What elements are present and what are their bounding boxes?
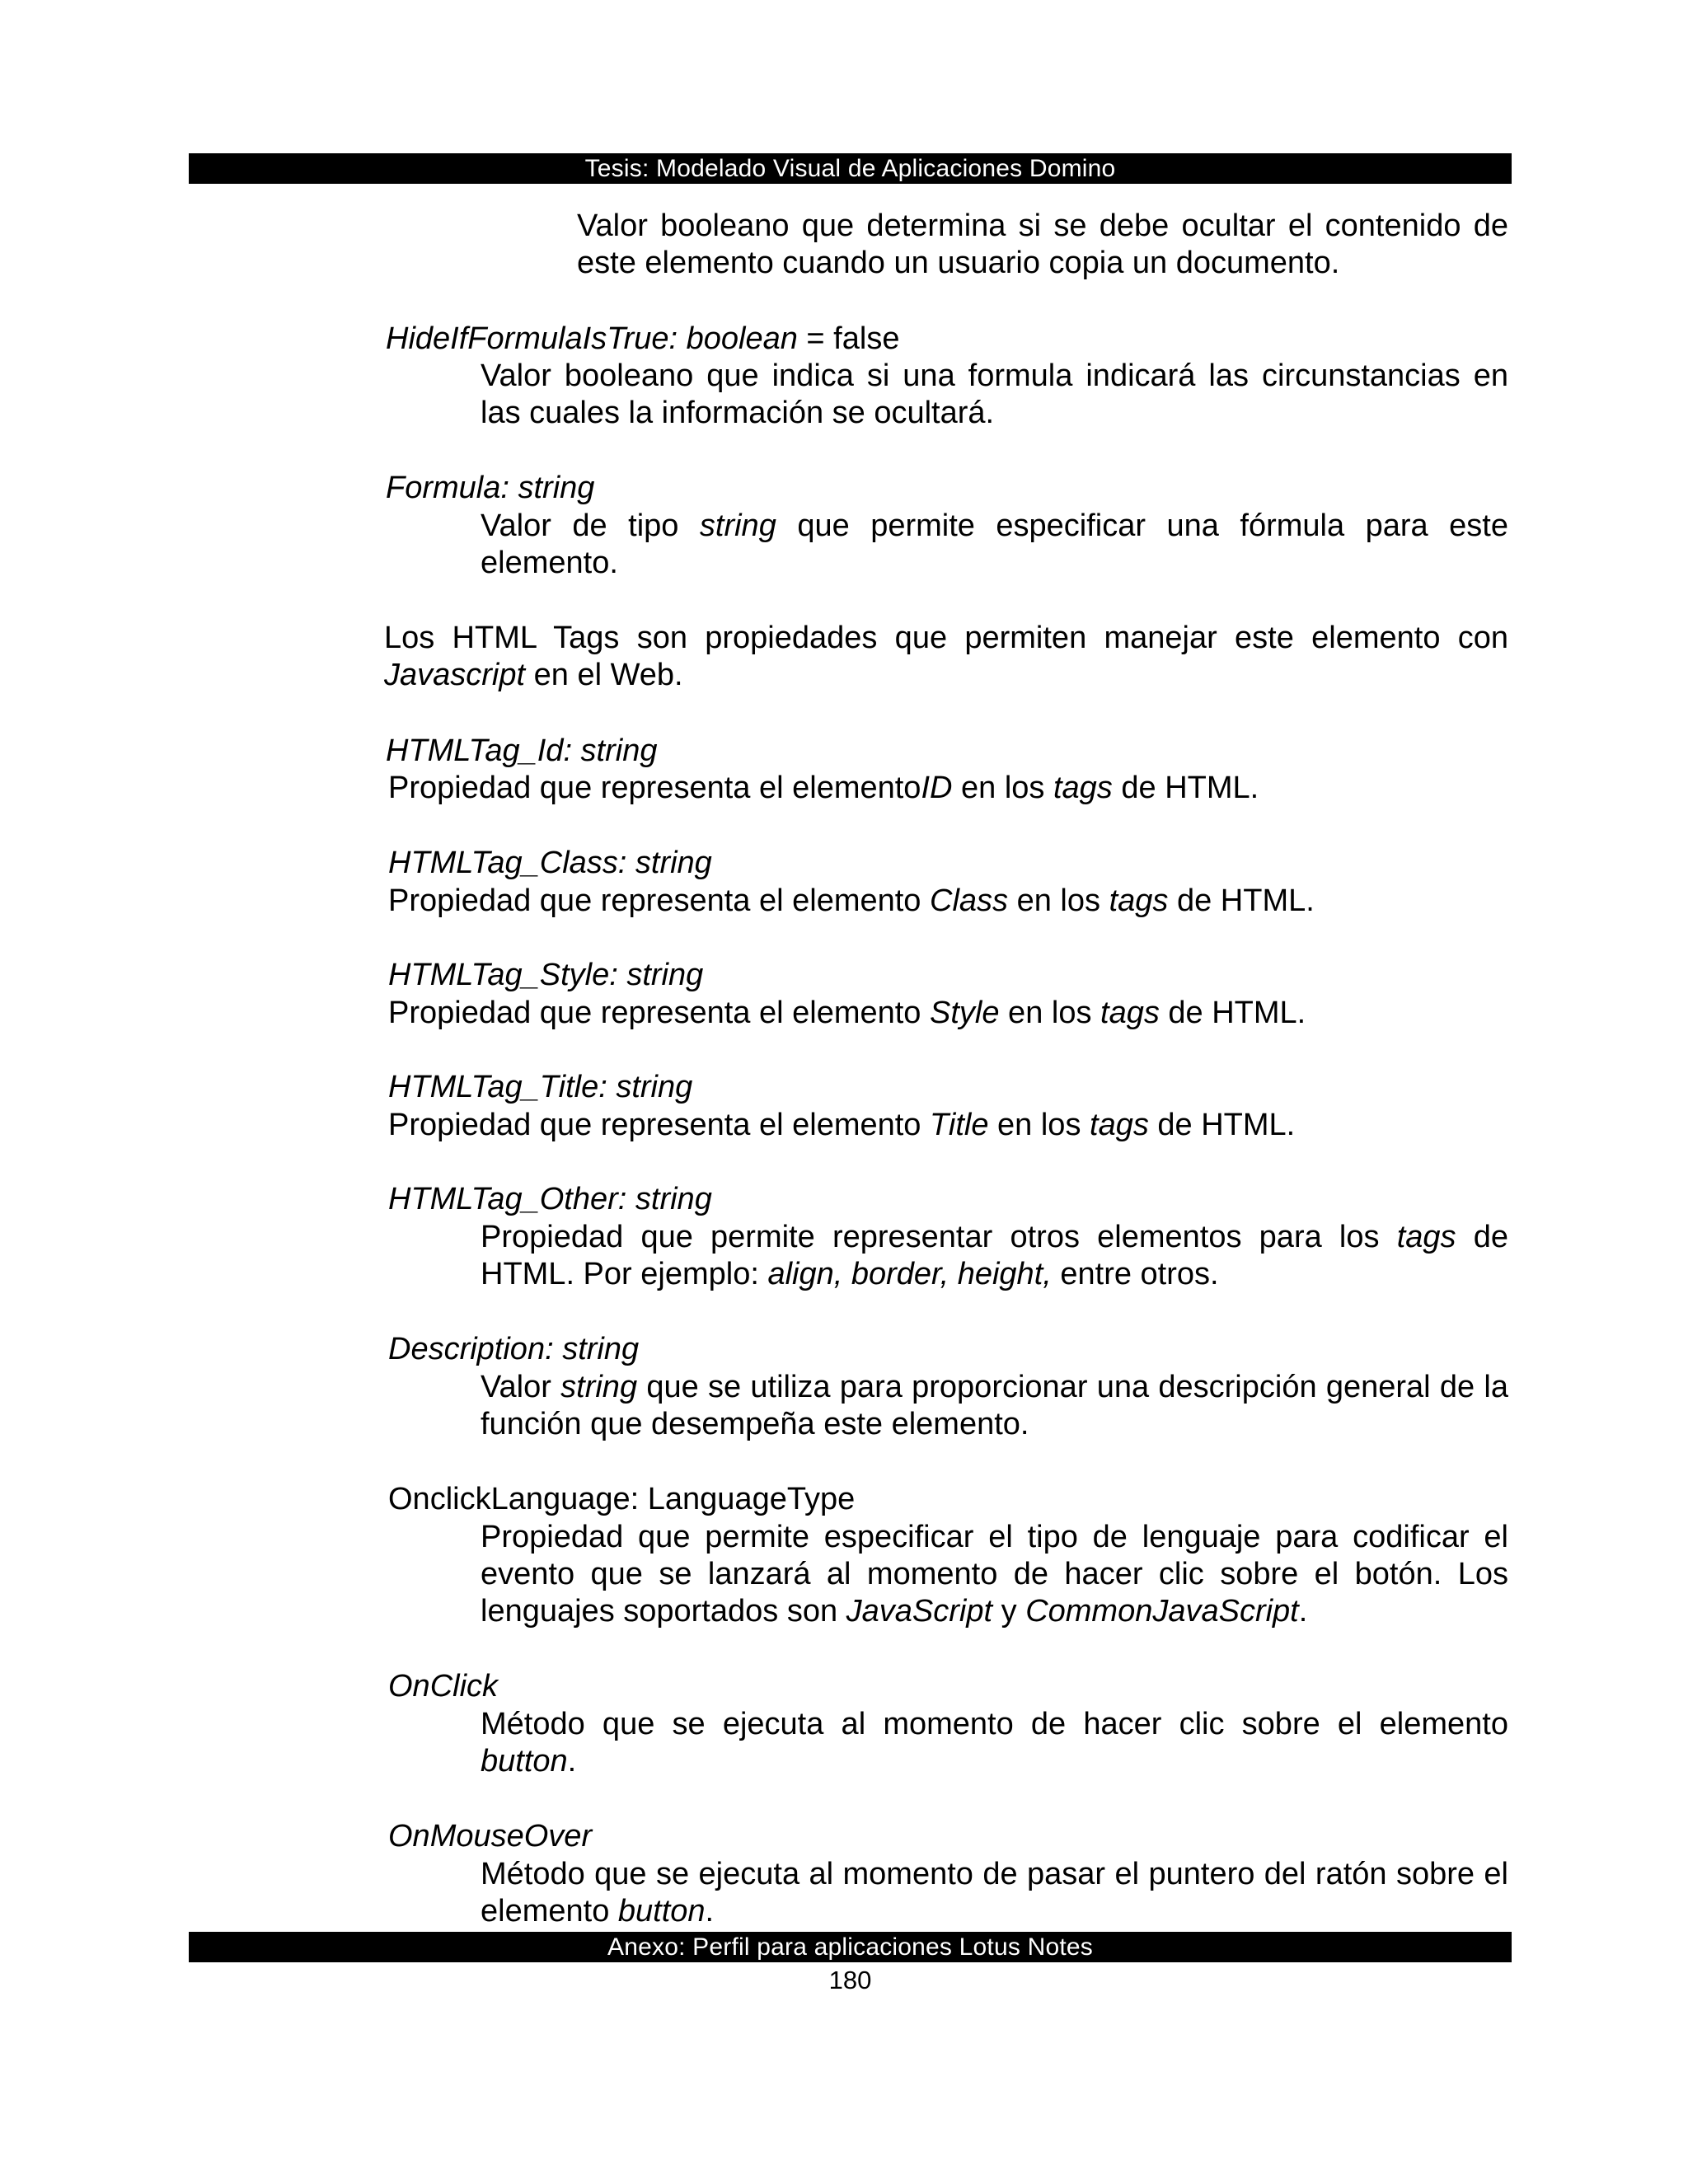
page-number: 180: [828, 1966, 872, 1994]
property-description: Valor string que se utiliza para proporcionar una descripción general de la función que desempeña este elemento.: [481, 1370, 1508, 1441]
intro-paragraph: Valor booleano que determina si se debe ocultar el contenido de este elemento cuando un usuario copia un documento.: [577, 209, 1508, 280]
property-description: Propiedad que permite representar otros elementos para los tags de HTML. Por ejemplo: align, border, height, entre otros.: [481, 1220, 1508, 1291]
property-default: = false: [797, 321, 900, 356]
property-description: Propiedad que representa el elementoID en los tags de HTML.: [388, 771, 1259, 805]
property-description: Propiedad que representa el elemento Style en los tags de HTML.: [388, 996, 1306, 1030]
property-description: Valor de tipo string que permite especificar una fórmula para este elemento.: [481, 509, 1508, 580]
property-term: [386, 321, 899, 358]
property-term: Description: string: [388, 1332, 640, 1366]
method-description: Método que se ejecuta al momento de pasar el puntero del ratón sobre el elemento button.: [481, 1857, 1508, 1929]
property-name: HideIfFormulaIsTrue: boolean: [386, 321, 798, 356]
page-header: Tesis: Modelado Visual de Aplicaciones Domino: [189, 153, 1512, 184]
property-term: HTMLTag_Style: string: [388, 958, 704, 992]
property-term: HTMLTag_Class: string: [388, 846, 712, 880]
property-term: HTMLTag_Id: string: [386, 733, 658, 768]
property-term: HTMLTag_Title: string: [388, 1070, 693, 1104]
property-term: OnclickLanguage: LanguageType: [388, 1482, 856, 1516]
property-description: Propiedad que representa el elemento Title en los tags de HTML.: [388, 1108, 1296, 1142]
method-term: OnMouseOver: [388, 1819, 593, 1854]
property-description: Propiedad que representa el elemento Class en los tags de HTML.: [388, 883, 1315, 918]
property-term: Formula: string: [386, 471, 595, 505]
property-term: HTMLTag_Other: string: [388, 1182, 712, 1216]
property-description: Valor booleano que indica si una formula indicará las circunstancias en las cuales la información se ocultará.: [481, 359, 1508, 430]
property-description: Propiedad que permite especificar el tipo de lenguaje para codificar el evento que se lanzará al momento de hacer clic sobre el botón. Los lenguajes soportados son JavaScript y CommonJavaScript.: [481, 1520, 1508, 1629]
method-description: Método que se ejecuta al momento de hacer clic sobre el elemento button.: [481, 1707, 1508, 1779]
html-tags-intro: Los HTML Tags son propiedades que permiten manejar este elemento con Javascript en el Web.: [384, 621, 1508, 692]
method-term: OnClick: [388, 1669, 499, 1704]
page-footer: Anexo: Perfil para aplicaciones Lotus Notes: [189, 1932, 1512, 1962]
